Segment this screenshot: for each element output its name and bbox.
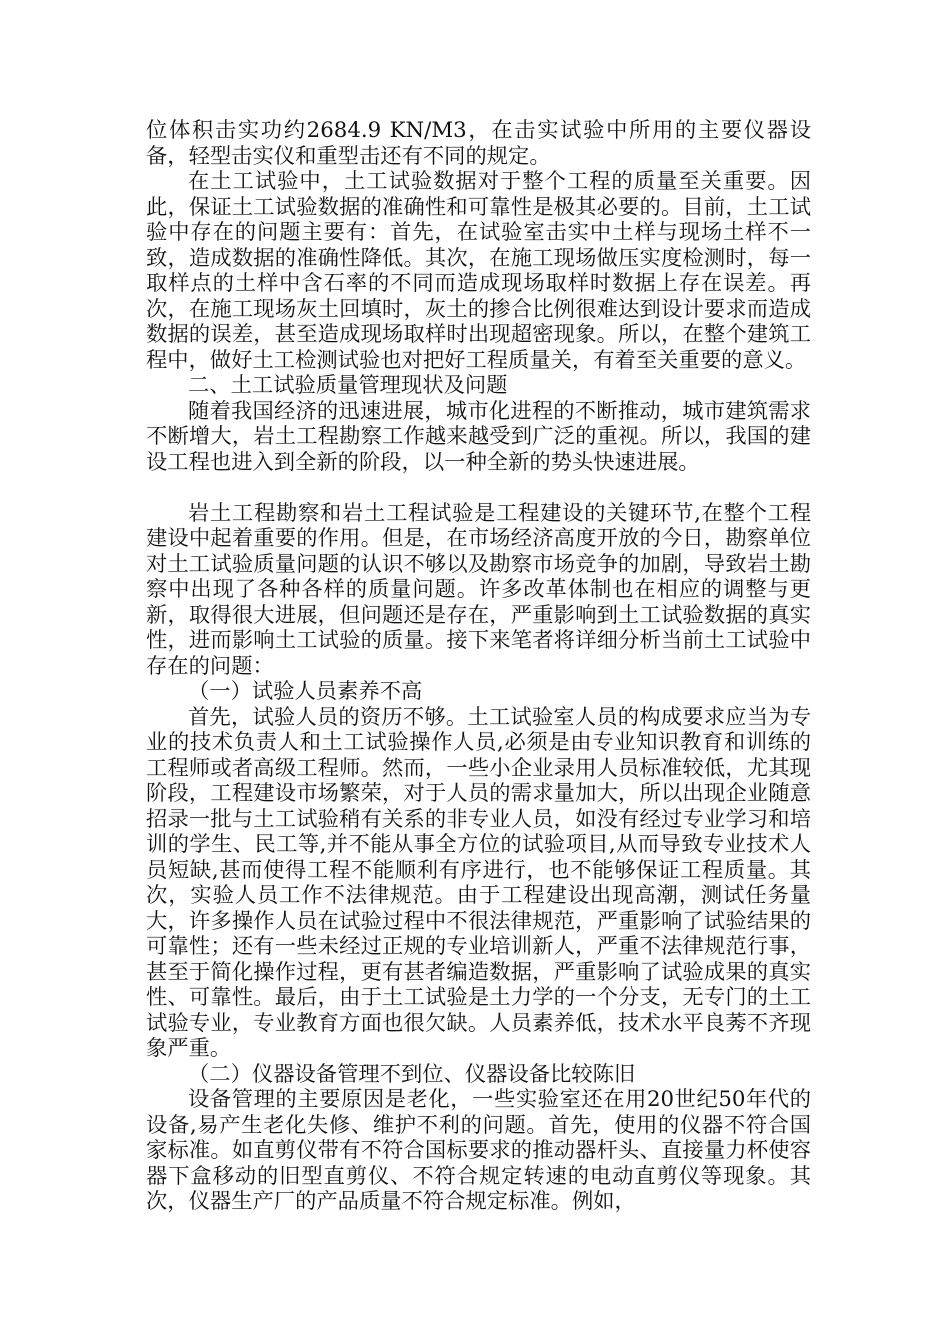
subheading-equipment-management: （二）仪器设备管理不到位、仪器设备比较陈旧 (188, 1061, 636, 1087)
paragraph-survey-quality-issues: 岩土工程勘察和岩土工程试验是工程建设的关键环节,在整个工程建设中起着重要的作用。但是，在市场经济高度开放的今日，勘察单位对土工试验质量问题的认识不够以及勘察市场竞争的加剧，导致岩土勘察中出现了各种各样的质量问题。许多改革体制也在相应的调整与更新，取得很大进展，但问题还是存在，严重影响到土工试验数据的真实性，进而影响土工试验的质量。接下来笔者将详细分析当前土工试验中存在的问题： (146, 500, 811, 679)
paragraph-economic-development: 随着我国经济的迅速进展，城市化进程的不断推动，城市建筑需求不断增大，岩土工程勘察工作越来越受到广泛的重视。所以，我国的建设工程也进入到全新的阶段，以一种全新的势头快速进展。 (146, 398, 811, 475)
subheading-personnel-quality: （一）试验人员素养不高 (188, 679, 423, 704)
section-heading-quality-management: 二、土工试验质量管理现状及问题 (188, 373, 508, 398)
paragraph-spacer (146, 475, 811, 501)
document-body (146, 118, 811, 1215)
paragraph-test-data-importance: 在土工试验中，土工试验数据对于整个工程的质量至关重要。因此，保证土工试验数据的准确性和可靠性是极其必要的。目前，土工试验中存在的问题主要有：首先，在试验室击实中土样与现场土样不一致，造成数据的准确性降低。其次，在施工现场做压实度检测时，每一取样点的土样中含石率的不同而造成现场取样时数据上存在误差。再次，在施工现场灰土回填时，灰土的掺合比例很难达到设计要求而造成数据的误差，甚至造成现场取样时出现超密现象。所以，在整个建筑工程中，做好土工检测试验也对把好工程质量关，有着至关重要的意义。 (146, 169, 811, 373)
paragraph-equipment-details: 设备管理的主要原因是老化，一些实验室还在用20世纪50年代的设备,易产生老化失修、维护不利的问题。首先，使用的仪器不符合国家标准。如直剪仪带有不符合国标要求的推动器杆头、直接量力杯使容器下盒移动的旧型直剪仪、不符合规定转速的电动直剪仪等现象。其次，仪器生产厂的产品质量不符合规定标准。例如， (146, 1087, 811, 1214)
paragraph-personnel-details: 首先，试验人员的资历不够。土工试验室人员的构成要求应当为专业的技术负责人和土工试验操作人员,必须是由专业知识教育和训练的工程师或者高级工程师。然而，一些小企业录用人员标准较低，尤其现阶段，工程建设市场繁荣，对于人员的需求量加大，所以出现企业随意招录一批与土工试验稍有关系的非专业人员，如没有经过专业学习和培训的学生、民工等,并不能从事全方位的试验项目,从而导致专业技术人员短缺,甚而使得工程不能顺利有序进行，也不能够保证工程质量。其次，实验人员工作不法律规范。由于工程建设出现高潮，测试任务量大，许多操作人员在试验过程中不很法律规范，严重影响了试验结果的可靠性；还有一些未经过正规的专业培训新人，严重不法律规范行事，甚至于简化操作过程，更有甚者编造数据，严重影响了试验成果的真实性、可靠性。最后，由于土工试验是土力学的一个分支，无专门的土工试验专业，专业教育方面也很欠缺。人员素养低，技术水平良莠不齐现象严重。 (146, 704, 811, 1061)
paragraph-compaction-equipment: 位体积击实功约2684.9 KN/M3，在击实试验中所用的主要仪器设备，轻型击实仪和重型击还有不同的规定。 (146, 118, 811, 169)
